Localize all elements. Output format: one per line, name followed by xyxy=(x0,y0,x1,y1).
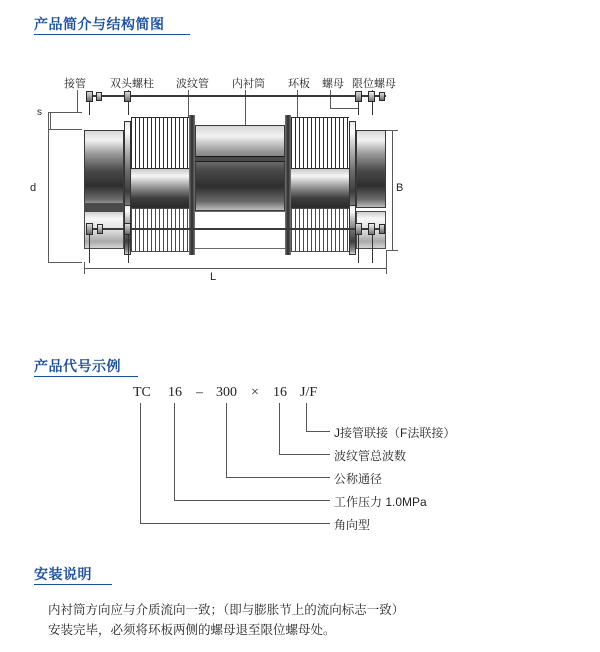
callout-label-ring-plate: 环板 xyxy=(288,78,310,90)
bolt-top-left-outer xyxy=(86,91,93,102)
flange-left xyxy=(124,121,131,217)
desc-connect: J接管联接（F法联接） xyxy=(334,426,456,440)
lv-bellows-right xyxy=(291,208,349,252)
lv-bolt-stud xyxy=(124,223,131,235)
lv-stem-stud xyxy=(128,235,129,263)
leader-nut xyxy=(330,90,331,108)
callout-label-bellows: 波纹管 xyxy=(176,78,209,90)
lv-tie-rod xyxy=(88,228,386,230)
dim-b-bottom xyxy=(386,250,398,251)
callout-label-limit-nut: 限位螺母 xyxy=(352,78,396,90)
code-token-diameter: 300 xyxy=(216,385,237,400)
lv-spacer11 xyxy=(84,208,124,210)
section-title-underline-3 xyxy=(34,584,112,585)
bolt-stem-right-inner xyxy=(358,102,359,115)
product-code-example xyxy=(0,355,600,545)
liner-sleeve xyxy=(195,156,285,162)
install-note-1: 内衬筒方向应与介质流向一致；（即与膨胀节上的流向标志一致） xyxy=(48,603,405,617)
dim-l-line xyxy=(84,268,386,269)
lv-bolt-right-outer xyxy=(379,224,385,234)
dim-d-vert xyxy=(48,112,49,262)
leader-diameter-h xyxy=(226,477,330,478)
callout-label-pipe: 接管 xyxy=(64,78,86,90)
leader-pressure-v xyxy=(174,403,175,500)
code-token-pressure: 16 xyxy=(168,385,182,400)
code-token-waves: 16 xyxy=(273,385,287,400)
dim-label-d: d xyxy=(30,182,37,194)
bolt-top-right-outer xyxy=(379,92,385,101)
dim-s-vert xyxy=(50,112,51,129)
leader-pressure-h xyxy=(174,500,330,501)
bolt-stem-left xyxy=(89,102,90,115)
bellows-right xyxy=(291,117,349,169)
desc-series: 角向型 xyxy=(334,518,371,532)
dim-b-top xyxy=(386,130,398,131)
dim-l-left-tick xyxy=(84,262,85,274)
leader-connect-v xyxy=(306,403,307,431)
flange-right xyxy=(349,121,356,217)
lv-bolt-left xyxy=(86,223,93,235)
lv-stem-right2 xyxy=(372,235,373,263)
leader-waves-h xyxy=(279,454,330,455)
leader-nut-horizontal xyxy=(330,108,358,109)
center-body xyxy=(195,125,285,211)
section-title-code: 产品代号示例 xyxy=(34,358,121,374)
bolt-stem-stud xyxy=(128,102,129,115)
dim-d-bottom xyxy=(48,262,82,263)
leader-connect-h xyxy=(306,431,330,432)
nut-top-left-inner xyxy=(96,92,102,101)
tie-rod-top xyxy=(88,95,386,97)
section-title-structure: 产品简介与结构简图 xyxy=(34,16,165,32)
bolt-top-right-inner xyxy=(355,91,362,102)
bellows-left xyxy=(131,117,189,169)
lv-bolt-right-inner xyxy=(355,223,362,235)
structure-diagram xyxy=(0,55,600,290)
dim-label-s: s xyxy=(37,107,42,118)
dim-l-right-tick xyxy=(386,250,387,274)
code-token-series: TC xyxy=(133,385,151,400)
pipe-left xyxy=(84,130,124,208)
bolt-top-stud xyxy=(124,91,131,102)
lv-center-body xyxy=(195,211,285,249)
section-title-underline-1 xyxy=(34,34,190,35)
callout-label-nut: 螺母 xyxy=(322,78,344,90)
dim-s-bottom xyxy=(48,129,82,130)
lv-nut-left xyxy=(97,224,103,234)
desc-waves: 波纹管总波数 xyxy=(334,449,407,463)
lv-bellows-left xyxy=(131,208,189,252)
lv-spacer10 xyxy=(84,203,124,205)
callout-label-liner: 内衬筒 xyxy=(232,78,265,90)
code-token-connect: J/F xyxy=(300,385,318,400)
callout-label-stud: 双头螺柱 xyxy=(110,78,154,90)
install-notes xyxy=(0,600,600,640)
lv-nut-limit xyxy=(368,223,375,235)
leader-series-h xyxy=(140,523,330,524)
install-note-2: 安装完毕，必须将环板两侧的螺母退至限位螺母处。 xyxy=(48,623,336,637)
dim-s-top xyxy=(48,112,82,113)
leader-diameter-v xyxy=(226,403,227,477)
dim-label-b: B xyxy=(396,182,404,194)
dim-b-vert xyxy=(392,130,393,250)
pipe-right xyxy=(356,130,386,208)
lv-spacer9 xyxy=(84,205,124,207)
nut-top-limit xyxy=(368,91,375,102)
dim-label-l: L xyxy=(210,271,217,283)
lv-stem-left xyxy=(89,235,90,263)
leader-series-v xyxy=(140,403,141,523)
leader-waves-v xyxy=(279,403,280,454)
leader-pipe xyxy=(77,90,78,112)
code-token-times: × xyxy=(251,385,259,400)
desc-diameter: 公称通径 xyxy=(334,472,383,486)
lv-stem-right xyxy=(358,235,359,263)
bolt-stem-right-outer xyxy=(372,102,373,115)
section-title-install: 安装说明 xyxy=(34,566,92,582)
code-token-dash: – xyxy=(196,385,203,400)
desc-pressure: 工作压力 1.0MPa xyxy=(334,495,427,509)
